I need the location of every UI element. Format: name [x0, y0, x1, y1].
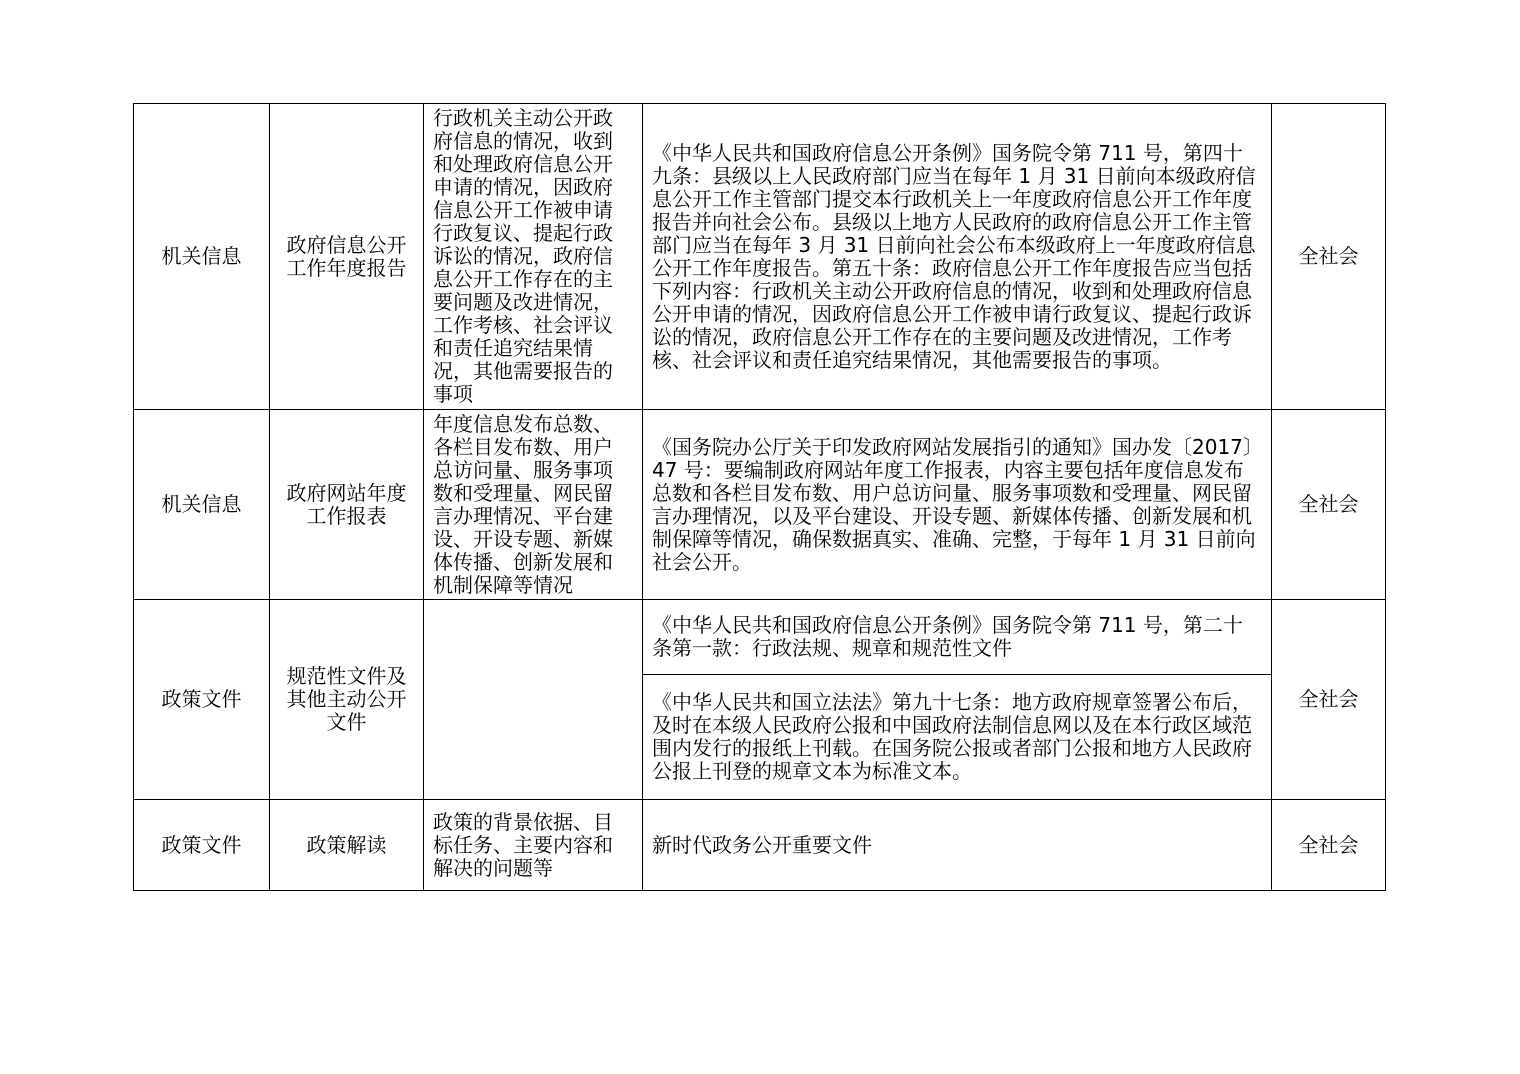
content-cell: 年度信息发布总数、各栏目发布数、用户总访问量、服务事项数和受理量、网民留言办理情况、平台建设、开设专题、新媒体传播、创新发展和机制保障等情况: [424, 410, 643, 600]
basis-top: 《中华人民共和国政府信息公开条例》国务院令第 711 号，第二十条第一款：行政法规、规章和规范性文件: [643, 600, 1271, 675]
basis-split: [643, 600, 1271, 799]
basis-bottom: 《中华人民共和国立法法》第九十七条：地方政府规章签署公布后，及时在本级人民政府公报和中国政府法制信息网以及在本行政区域范围内发行的报纸上刊载。在国务院公报或者部门公报和地方人民政府公报上刊登的规章文本为标准文本。: [652, 690, 1252, 783]
scope-cell: 全社会: [1272, 600, 1386, 800]
basis-cell-split: [643, 600, 1272, 800]
basis-cell: 《中华人民共和国政府信息公开条例》国务院令第 711 号，第四十九条：县级以上人民政府部门应当在每年 1 月 31 日前向本级政府信息公开工作主管部门提交本行政机关上一年度政府信息公开工作年度报告并向社会公布。县级以上地方人民政府的政府信息公开工作主管部门应当在每年 3 月 31 日前向社会公布本级政府上一年度政府信息公开工作年度报告。第五十条：政府信息公开工作年度报告应当包括下列内容：行政机关主动公开政府信息的情况，收到和处理政府信息公开申请的情况，因政府信息公开工作被申请行政复议、提起行政诉讼的情况，政府信息公开工作存在的主要问题及改进情况，工作考核、社会评议和责任追究结果情况，其他需要报告的事项。: [643, 104, 1272, 410]
scope-cell: 全社会: [1272, 104, 1386, 410]
table-row: [134, 104, 1386, 410]
item-cell: 规范性文件及其他主动公开文件: [270, 600, 424, 800]
content-cell: 政策的背景依据、目标任务、主要内容和解决的问题等: [424, 800, 643, 891]
scope-cell: 全社会: [1272, 800, 1386, 891]
category-cell: 机关信息: [134, 410, 270, 600]
table-row: [134, 600, 1386, 800]
content-cell: [424, 600, 643, 800]
table-row: [134, 800, 1386, 891]
disclosure-table: [133, 103, 1386, 891]
scope-cell: 全社会: [1272, 410, 1386, 600]
category-cell: 政策文件: [134, 800, 270, 891]
item-cell: 政府信息公开工作年度报告: [270, 104, 424, 410]
category-cell: 机关信息: [134, 104, 270, 410]
item-cell: 政府网站年度工作报表: [270, 410, 424, 600]
item-cell: 政策解读: [270, 800, 424, 891]
basis-cell: 《国务院办公厅关于印发政府网站发展指引的通知》国办发〔2017〕47 号：要编制政府网站年度工作报表，内容主要包括年度信息发布总数和各栏目发布数、用户总访问量、服务事项数和受理量、网民留言办理情况，以及平台建设、开设专题、新媒体传播、创新发展和机制保障等情况，确保数据真实、准确、完整，于每年 1 月 31 日前向社会公开。: [643, 410, 1272, 600]
basis-cell: 新时代政务公开重要文件: [643, 800, 1272, 891]
table-row: [134, 410, 1386, 600]
category-cell: 政策文件: [134, 600, 270, 800]
content-cell: 行政机关主动公开政府信息的情况，收到和处理政府信息公开申请的情况，因政府信息公开工作被申请行政复议、提起行政诉讼的情况，政府信息公开工作存在的主要问题及改进情况，工作考核、社会评议和责任追究结果情况，其他需要报告的事项: [424, 104, 643, 410]
